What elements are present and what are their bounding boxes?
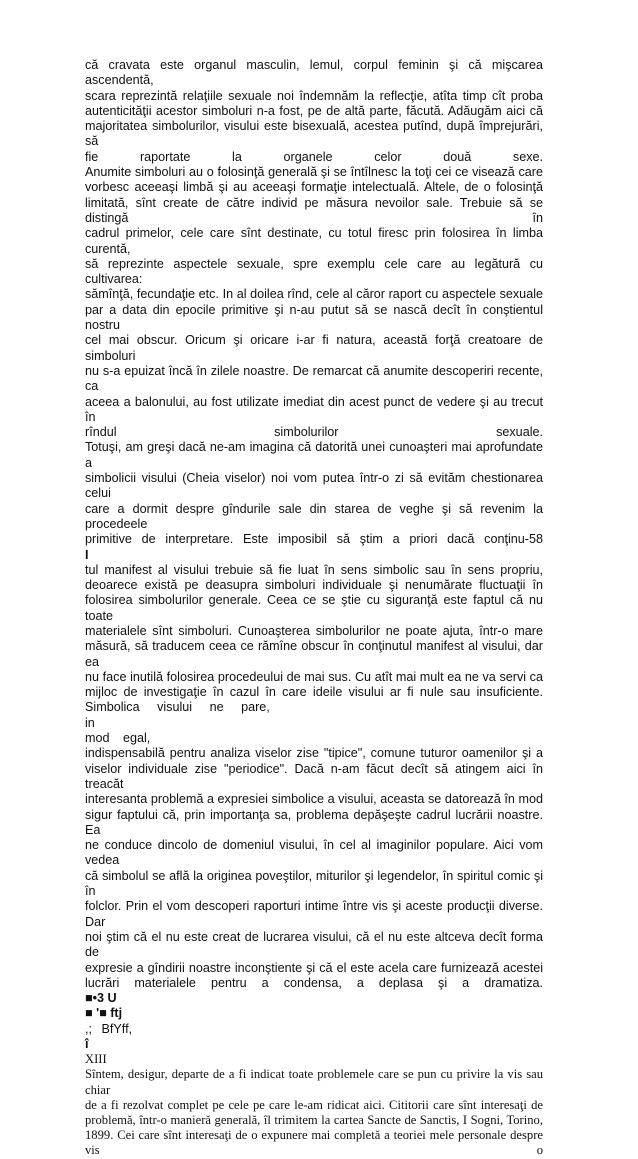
artifact-line: ■•3 U xyxy=(85,991,117,1006)
footnote-line: de a fi rezolvat complet pe cele pe care le-am ridicat aici. Cititorii care sînt interesaţi de xyxy=(85,1097,543,1112)
text-line-spaced: Simbolica visului ne pare, xyxy=(85,700,270,715)
footnote-line: 1899. Cei care sînt interesaţi de o expunere mai completă a teoriei mele personale despre vis o xyxy=(85,1128,543,1158)
text-line: scara reprezintă relaţiile sexuale noi îndemnăm la reflecţie, atîta timp cît proba xyxy=(85,88,543,103)
text-line: noi ştim că el nu este creat de lucrarea visului, că el nu este altceva decît forma de xyxy=(85,929,543,960)
text-line: simbolicii visului (Cheia viselor) noi vom putea într-o zi să evităm chestionarea celui xyxy=(85,471,543,501)
paragraph-block-3 xyxy=(85,746,543,991)
text-line: folclor. Prin el vom descoperi raporturi intime între vis şi aceste producţii diverse. Dar xyxy=(85,899,543,929)
text-line: viselor individuale zise "periodice". Dacă n-am făcut decît să atingem aici în treacăt xyxy=(85,761,543,791)
page-marker: I xyxy=(85,547,89,562)
text-line: limitată, sînt create de către individ pe măsura nevoilor sale. Trebuie să se distingă în xyxy=(85,195,543,225)
text-column xyxy=(85,58,543,1159)
text-line: cel mai obscur. Oricum şi oricare i-ar fi natura, această forţă creatoare de simboluri xyxy=(85,333,543,363)
text-line: majoritatea simbolurilor, visului este bisexuală, acestea putînd, după împrejurări, să xyxy=(85,119,543,149)
text-line: par a data din epocile primitive şi n-au putut să se nască decît în conştientul nostru xyxy=(85,302,543,333)
text-line: autenticităţii acestor simboluri n-a fost, pe de altă parte, făcută. Adăugăm aici că xyxy=(85,103,543,118)
text-line: deoarece există pe deasupra simboluri individuale şi nenumărate fluctuaţii în xyxy=(85,578,543,593)
footnote-block xyxy=(85,1067,543,1158)
text-line: că simbolul se află la originea poveştilor, miturilor şi legendelor, în spiritul comic şi în xyxy=(85,868,543,899)
text-line: fie raportate la organele celor două sexe. xyxy=(85,149,543,164)
text-line: aceea a balonului, au fost utilizate imediat din acest punct de vedere şi au trecut în xyxy=(85,394,543,424)
text-line: sigur faptului că, prin importanţa sa, problema depăşeşte cadrul lucrării noastre. Ea xyxy=(85,807,543,837)
text-line: ne conduce dincolo de domeniul visului, în cel al imaginilor populare. Aici vom vedea xyxy=(85,838,543,868)
text-line-short: in xyxy=(85,715,95,730)
text-line: Anumite simboluri au o folosinţă generală şi se întîlnesc la toţi cei ce visează care xyxy=(85,165,543,180)
text-line: expresie a gîndirii noastre inconştiente şi că el este acela care furnizează acestei xyxy=(85,960,543,975)
section-number: XIII xyxy=(85,1052,107,1067)
text-line: tul manifest al visului trebuie să fie luat în sens simbolic sau în sens propriu, xyxy=(85,562,543,577)
footnote-line: problemă, într-o manieră generală, îl trimitem la cartea Sancte de Sanctis, I Sogni, Torino, xyxy=(85,1112,543,1127)
text-line: nu s-a epuizat încă în zilele noastre. De remarcat că anumite descoperiri recente, ca xyxy=(85,363,543,394)
text-line: lucrări materialele pentru a condensa, a deplasa şi a dramatiza. xyxy=(85,975,543,990)
artifact-line: î xyxy=(85,1037,89,1051)
text-line: materialele sînt simboluri. Cunoaşterea simbolurilor ne poate ajuta, într-o mare xyxy=(85,623,543,638)
text-line: să reprezinte aspectele sexuale, spre exemplu cele care au legătură cu cultivarea: xyxy=(85,256,543,287)
footnote-line: Sîntem, desigur, departe de a fi indicat toate problemele care se pun cu privire la vis sau chiar xyxy=(85,1067,543,1097)
text-line: indispensabilă pentru analiza viselor zise "tipice", comune tuturor oamenilor şi a xyxy=(85,746,543,761)
text-line: sămînţă, fecundaţie etc. In al doilea rînd, cele al căror raport cu aspectele sexuale xyxy=(85,287,543,302)
text-line: interesanta problemă a expresiei simbolice a visului, aceasta se datorează în mod xyxy=(85,792,543,807)
text-line: Totuşi, am greşi dacă ne-am imagina că datorită unei cunoaşteri mai aprofundate a xyxy=(85,440,543,470)
text-line-short: mod egal, xyxy=(85,731,151,746)
paragraph-block-1 xyxy=(85,58,543,548)
text-line: primitive de interpretare. Este imposibil să ştim a priori dacă conţinu-58 xyxy=(85,532,543,547)
artifact-line: ■ '■ ftj xyxy=(85,1006,123,1021)
text-line: cadrul primelor, cele care sînt destinate, cu totul firesc prin folosirea în limba curentă, xyxy=(85,226,543,256)
text-line: mijloc de investigaţie în cazul în care ideile visului ar fi nule sau insuficiente. xyxy=(85,685,543,700)
paragraph-block-2 xyxy=(85,563,543,747)
text-line: vorbesc aceeaşi limbă şi au aceeaşi formaţie intelectuală. Altele, de o folosinţă xyxy=(85,180,543,195)
text-line: rîndul simbolurilor sexuale. xyxy=(85,425,543,440)
artifact-line: ,; BfYff, xyxy=(85,1021,133,1036)
text-line: măsură, să traducem ceea ce rămîne obscur în conţinutul manifest al visului, dar ea xyxy=(85,639,543,669)
ocr-artifacts xyxy=(85,991,543,1052)
text-line: că cravata este organul masculin, lemul, corpul feminin şi că mişcarea ascendentă, xyxy=(85,58,543,88)
text-line: folosirea simbolurilor generale. Ceea ce se ştie cu siguranţă este faptul că nu toate xyxy=(85,593,543,623)
text-line: care a dormit despre gîndurile sale din starea de veghe şi să revenim la procedeele xyxy=(85,501,543,531)
text-line: nu face inutilă folosirea procedeului de mai sus. Cu atît mai mult ea ne va servi ca xyxy=(85,669,543,684)
